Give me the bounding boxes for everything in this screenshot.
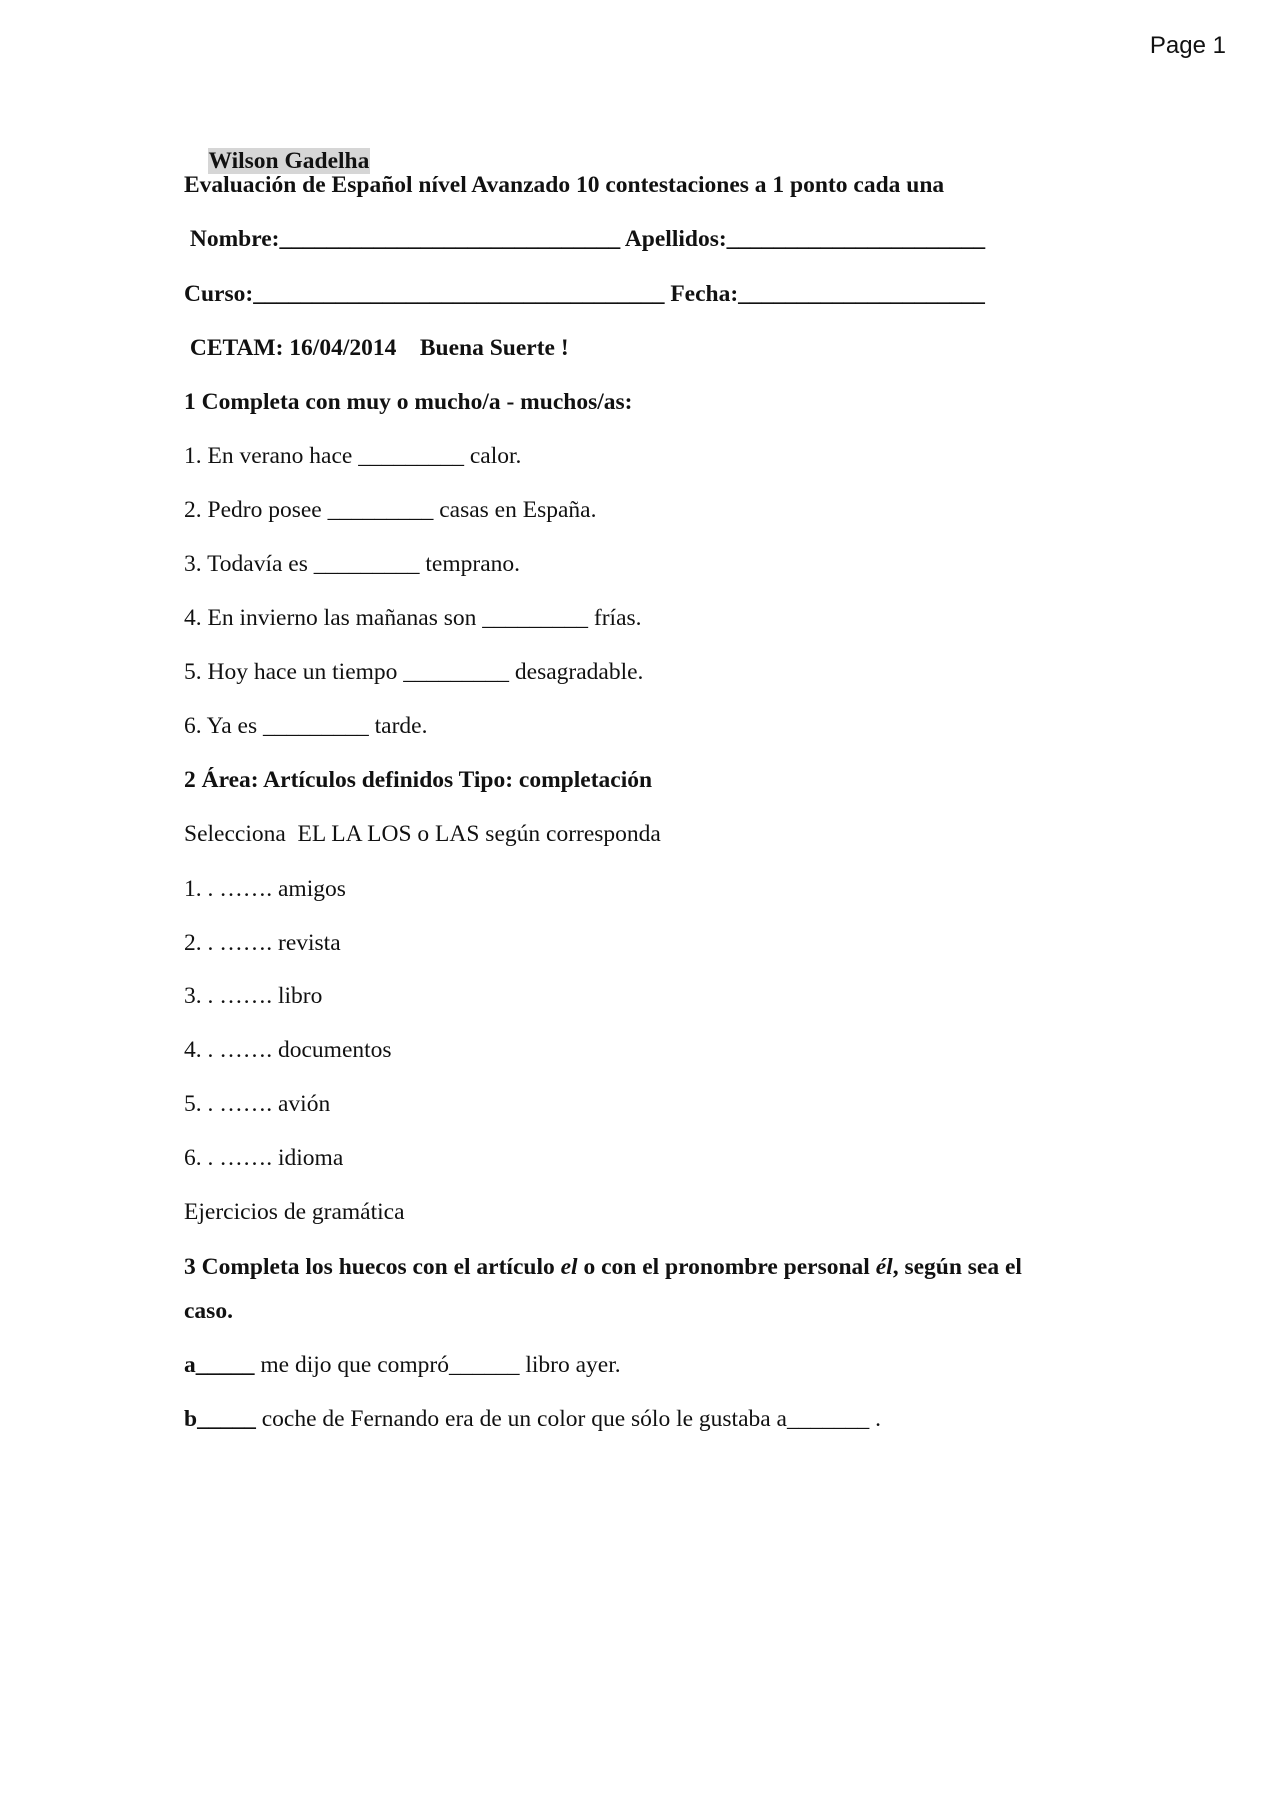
section3-item-b-label: b_____ bbox=[184, 1406, 256, 1432]
section3-heading-part3: , según sea el bbox=[892, 1254, 1022, 1280]
section3-item-a-text: me dijo que compró______ libro ayer. bbox=[254, 1352, 621, 1378]
course-field-line: Curso:___________________________________ Fecha:_____________________ bbox=[184, 281, 985, 307]
section2-footer: Ejercicios de gramática bbox=[184, 1199, 405, 1225]
section3-heading-part1: 3 Completa los huecos con el artículo bbox=[184, 1254, 561, 1280]
section3-heading bbox=[184, 1252, 1022, 1282]
document-title: Evaluación de Español nível Avanzado 10 contestaciones a 1 ponto cada una bbox=[184, 172, 945, 198]
section2-item-5: 5. . ……. avión bbox=[184, 1091, 331, 1117]
section3-item-a bbox=[184, 1350, 621, 1380]
section2-item-2: 2. . ……. revista bbox=[184, 930, 341, 956]
author-name: Wilson Gadelha bbox=[208, 148, 370, 174]
section3-heading-em1: el bbox=[560, 1254, 578, 1280]
section3-heading-em2: él bbox=[875, 1254, 893, 1280]
name-field-line: Nombre:_____________________________ Apellidos:______________________ bbox=[184, 226, 986, 252]
section1-item-4: 4. En invierno las mañanas son _________ frías. bbox=[184, 605, 642, 631]
section2-item-1: 1. . ……. amigos bbox=[184, 876, 346, 902]
section1-item-1: 1. En verano hace _________ calor. bbox=[184, 443, 522, 469]
section3-item-b-text: coche de Fernando era de un color que sólo le gustaba a_______ . bbox=[255, 1406, 881, 1432]
page-number: Page 1 bbox=[1149, 32, 1226, 59]
section3-item-b bbox=[184, 1404, 881, 1434]
section2-item-6: 6. . ……. idioma bbox=[184, 1145, 344, 1171]
section1-item-3: 3. Todavía es _________ temprano. bbox=[184, 551, 520, 577]
section2-instruction: Selecciona EL LA LOS o LAS según corresponda bbox=[184, 821, 661, 847]
section2-heading: 2 Área: Artículos definidos Tipo: completación bbox=[184, 767, 653, 793]
section3-heading-part2: o con el pronombre personal bbox=[577, 1254, 876, 1280]
section1-item-6: 6. Ya es _________ tarde. bbox=[184, 713, 428, 739]
section3-item-a-label: a_____ bbox=[184, 1352, 255, 1378]
section2-item-4: 4. . ……. documentos bbox=[184, 1037, 392, 1063]
section1-item-5: 5. Hoy hace un tiempo _________ desagradable. bbox=[184, 659, 644, 685]
section3-heading-line2: caso. bbox=[184, 1298, 233, 1324]
section2-item-3: 3. . ……. libro bbox=[184, 983, 323, 1009]
section1-item-2: 2. Pedro posee _________ casas en España. bbox=[184, 497, 597, 523]
section1-heading: 1 Completa con muy o mucho/a - muchos/as: bbox=[184, 389, 633, 415]
date-line: CETAM: 16/04/2014 Buena Suerte ! bbox=[184, 335, 569, 361]
